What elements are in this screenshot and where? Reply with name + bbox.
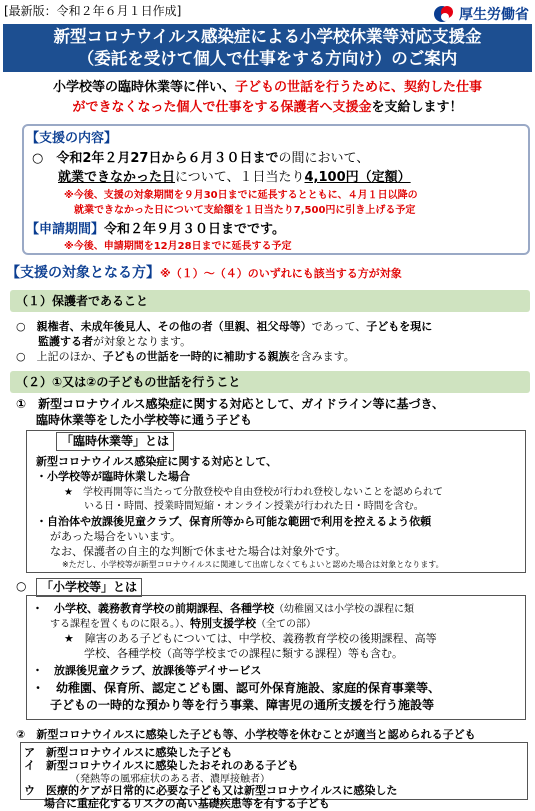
title-line-2: （委託を受けて個人で仕事をする方向け）のご案内 — [77, 49, 458, 68]
apply-period — [26, 218, 285, 237]
s2-item-1-cont: 臨時休業等をした小学校等に通う子ども — [36, 413, 253, 427]
closure-tag: 「臨時休業等」とは — [56, 432, 174, 451]
s2-item-2: ② 新型コロナウイルスに感染した子ども等、小学校等を休むことが適当と認められる子ども — [16, 728, 476, 741]
apply-note: ※今後、申請期間を12月28日までに延長する予定 — [64, 241, 292, 252]
ministry-logo — [433, 3, 529, 25]
schools-g4: 特別支援学校 — [190, 617, 256, 630]
ministry-name: 厚生労働省 — [459, 7, 529, 23]
intro-part-4: を支給します！ — [371, 100, 463, 115]
schools-g3: する課程を置くものに限る。）、 — [50, 619, 190, 630]
schools-line-3: ★ 障害のある子どもについては、中学校、義務教育学校の後期課程、高等 — [64, 632, 437, 645]
support-content-label: 【支援の内容】 — [26, 131, 118, 146]
edition-label: [最新版：令和２年６月１日作成] — [4, 4, 182, 18]
section-2-bar: （２）①又は②の子どもの世話を行うこと — [10, 371, 530, 393]
schools-line-5: ・ 放課後児童クラブ、放課後等デイサービス — [32, 664, 262, 677]
s2-item-1: ① 新型コロナウイルス感染症に関する対応として、ガイドライン等に基づき、 — [16, 397, 445, 411]
schools-marker: ○ — [16, 579, 27, 593]
intro-part-1: 小学校等の臨時休業等に伴い、 — [52, 80, 235, 95]
closure-line-6: があった場合をいいます。 — [50, 530, 182, 543]
s1-a5: が対象となります。 — [93, 335, 192, 348]
s1-a1: 親権者、未成年後見人、その他の者（里親、祖父母等） — [36, 320, 312, 333]
s1-b2: 子どもの世話を一時的に補助する親族 — [102, 350, 290, 363]
support-period-dates: 令和2年２月27日から６月３０日まで — [56, 151, 279, 166]
s1-item-1: ○ 親権者、未成年後見人、その他の者（里親、祖父母等）であって、子どもを現に — [16, 320, 433, 333]
schools-g2: （幼稚園又は小学校の課程に類 — [274, 604, 414, 615]
support-note-1b: 就業できなかった日について支給額を１日当たり7,500円に引き上げる予定 — [74, 205, 416, 216]
s1-b1: 上記のほか、 — [36, 350, 103, 363]
s1-a4: 監護する者 — [38, 335, 93, 348]
s1-a2: であって、 — [311, 320, 367, 333]
intro-part-2: 子どもの世話を行うために、契約した仕事 — [235, 80, 483, 95]
support-period-suffix: の間において、 — [278, 151, 370, 166]
infected-line-1: ア 新型コロナウイルスに感染した子ども — [24, 746, 233, 759]
apply-value: 令和２年９月３０日までです。 — [104, 222, 285, 237]
closure-line-7-text: なお、保護者の自主的な判断で休ませた場合は対象外です。 — [50, 545, 347, 558]
infected-line-5: 場合に重症化するリスクの高い基礎疾患等を有する子ども — [44, 797, 330, 810]
title-line-1: 新型コロナウイルス感染症による小学校休業等対応支援金 — [53, 27, 482, 46]
infected-line-3: （発熱等の風邪症状のある者、濃厚接触者） — [70, 774, 270, 785]
page-title — [3, 24, 532, 72]
support-note-1a: ※今後、支援の対象期間を９月30日までに延長するとともに、４月１日以降の — [64, 190, 418, 201]
intro-text — [6, 78, 529, 118]
schools-line-6: ・ 幼稚園、保育所、認定こども園、認可外保育施設、家庭的保育事業等、 — [32, 681, 441, 695]
closure-line-3: ★ 学校再開等に当たって分散登校や自由登校が行われ登校しないことを認められて — [64, 487, 443, 498]
schools-line-7: 子どもの一時的な預かり等を行う事業、障害児の通所支援を行う施設等 — [50, 698, 435, 712]
s1-a3: 子どもを現に — [366, 320, 433, 333]
s1-item-2: ○ 上記のほか、子どもの世話を一時的に補助する親族を含みます。 — [16, 350, 355, 363]
support-per-day: について、１日当たり — [175, 170, 305, 185]
infected-line-2: イ 新型コロナウイルスに感染したおそれのある子ども — [24, 759, 299, 772]
closure-line-8: ※ただし、小学校等が新型コロナウイルスに関連して出席しなくてもよいと認めた場合は対象となります。 — [62, 560, 444, 569]
support-amount-value: 4,100円（定額） — [304, 170, 411, 185]
support-unable-days: 就業できなかった日 — [58, 170, 176, 185]
schools-line-2 — [50, 615, 316, 631]
closure-line-7 — [50, 543, 346, 559]
target-note: ※（１）～（４）のいずれにも該当する方が対象 — [160, 267, 402, 280]
section-1-bar: （１）保護者であること — [10, 290, 530, 312]
s1-item-1-cont — [38, 333, 191, 349]
schools-tag: 「小学校等」とは — [36, 578, 142, 597]
schools-line-4: 学校、各種学校（高等学校までの課程に類する課程）等も含む。 — [84, 647, 403, 660]
closure-line-4: いる日・時間、授業時間短縮・オンライン授業が行われた日・時間を含む。 — [84, 501, 424, 512]
schools-g1: ・ 小学校、義務教育学校の前期課程、各種学校 — [32, 602, 274, 615]
support-period: ○ 令和2年２月27日から６月３０日までの間において、 — [32, 151, 370, 166]
target-heading-text: 【支援の対象となる方】 — [6, 265, 160, 281]
infected-line-4: ウ 医療的ケアが日常的に必要な子ども又は新型コロナウイルスに感染した — [24, 784, 398, 797]
closure-line-2: ・小学校等が臨時休業した場合 — [36, 470, 190, 483]
schools-line-1 — [32, 600, 414, 616]
closure-line-1: 新型コロナウイルス感染症に関する対応として、 — [36, 455, 278, 468]
apply-label: 【申請期間】 — [26, 222, 105, 237]
target-heading — [6, 262, 402, 282]
intro-part-3: ができなくなった個人で仕事をする保護者へ支援金 — [72, 100, 372, 115]
closure-line-5: ・自治体や放課後児童クラブ、保育所等から可能な範囲で利用を控えるよう依頼 — [36, 515, 432, 528]
support-amount — [58, 166, 411, 185]
schools-g5: （全ての部） — [256, 619, 316, 630]
s1-b3: を含みます。 — [289, 350, 355, 363]
ministry-logo-icon — [433, 3, 455, 25]
